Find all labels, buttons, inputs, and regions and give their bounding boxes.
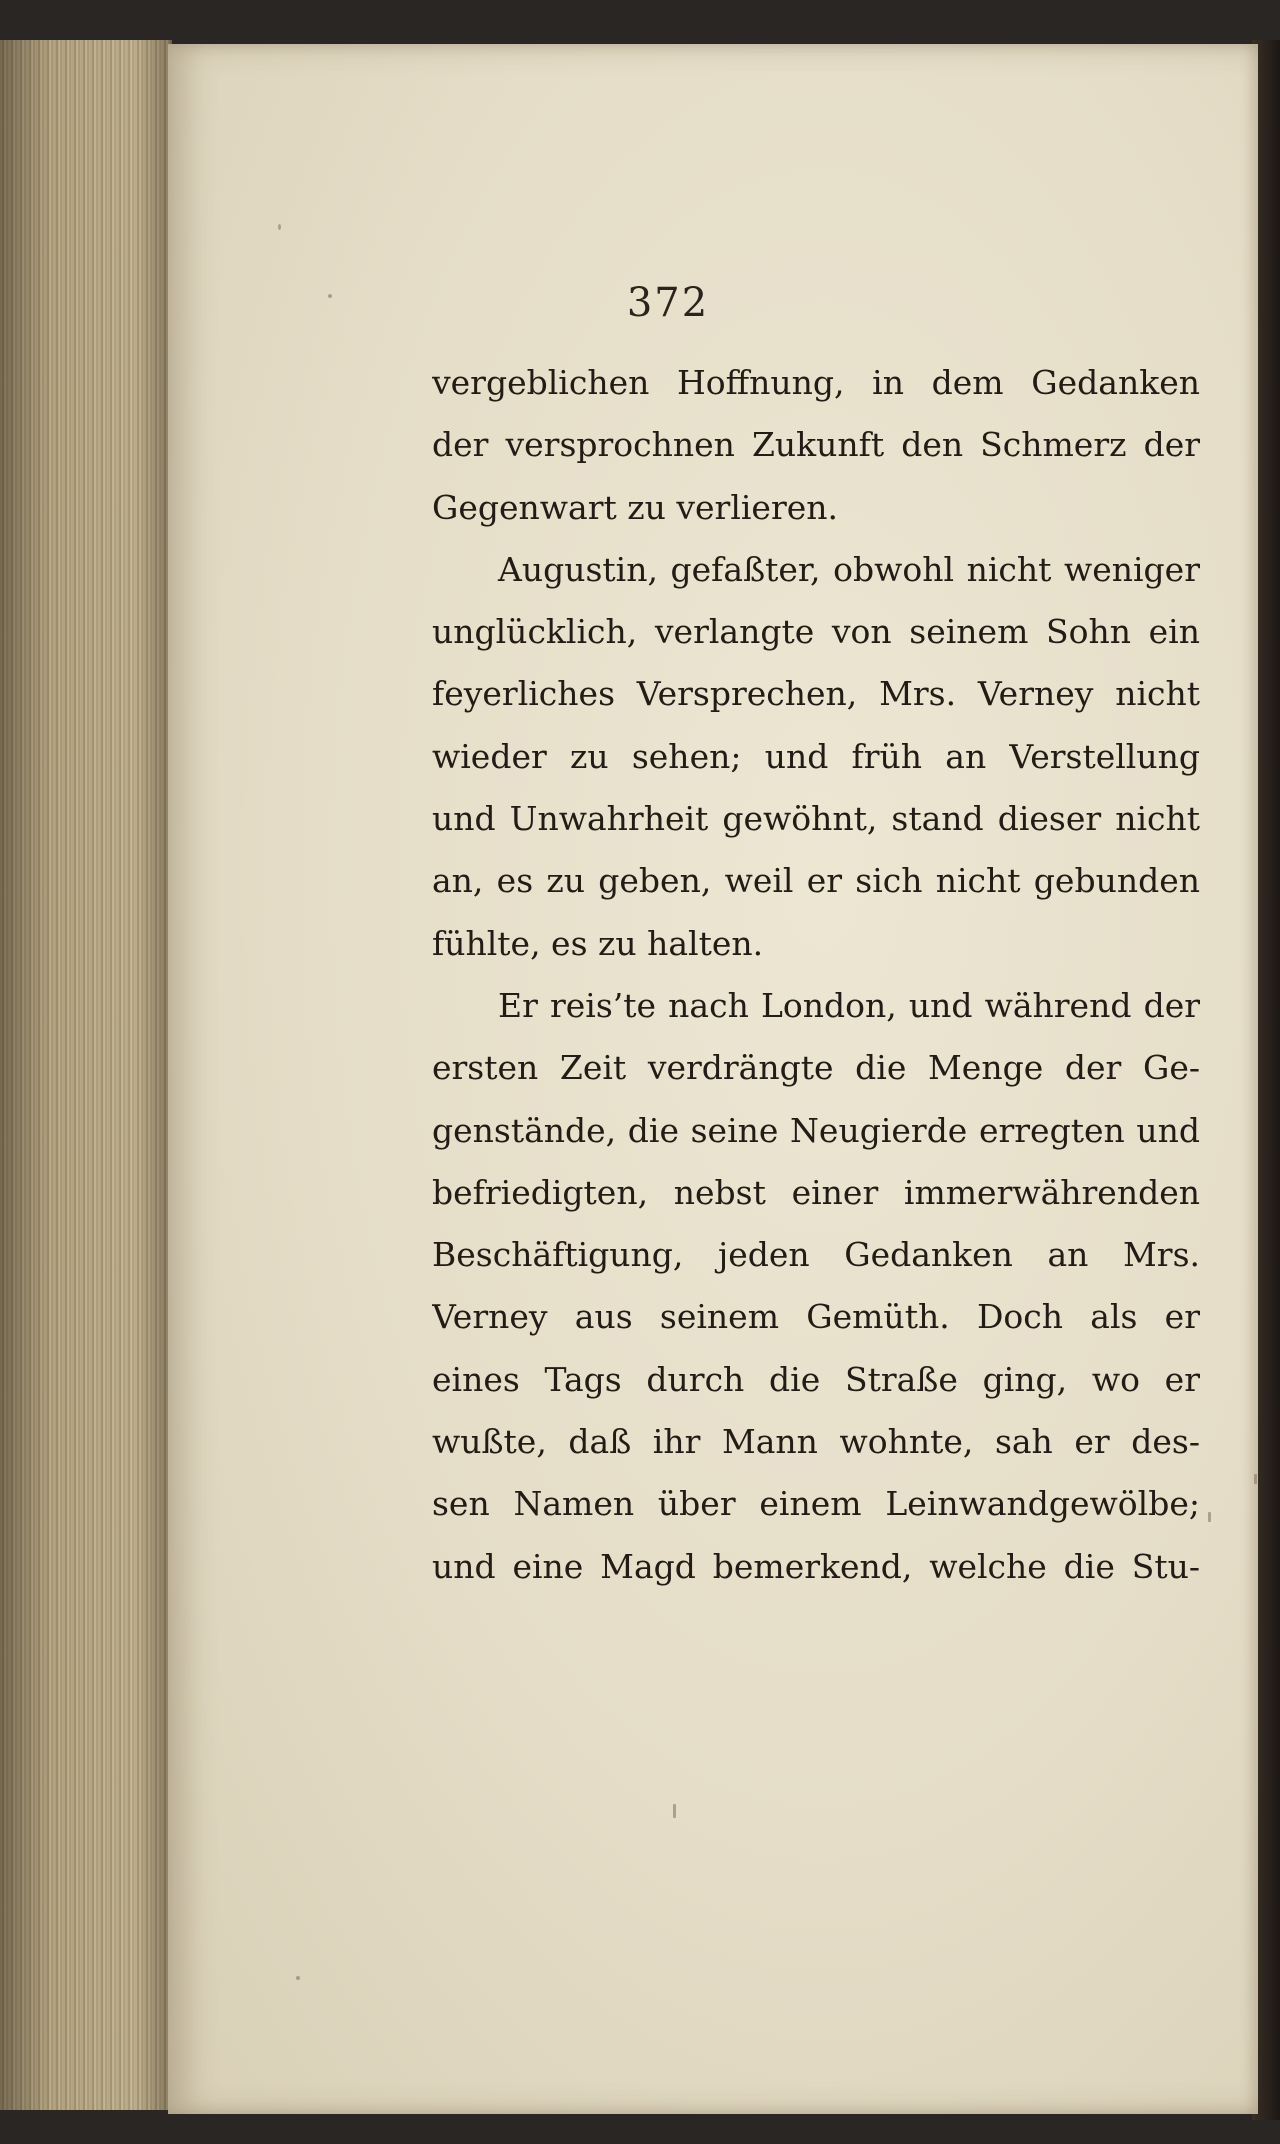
text-line: sen Namen über einem Leinwandgewölbe; xyxy=(432,1484,1200,1524)
text-line: befriedigten, nebst einer immerwährenden xyxy=(432,1172,1200,1212)
text-line: unglücklich, verlangte von seinem Sohn ein xyxy=(432,612,1200,652)
text-line: Er reis’te nach London, und während der xyxy=(498,985,1200,1025)
text-line: fühlte, es zu halten. xyxy=(432,923,764,963)
paper-speck xyxy=(296,1976,300,1980)
text-line: Beschäftigung, jeden Gedanken an Mrs. xyxy=(432,1235,1200,1275)
paper-speck xyxy=(278,224,281,230)
paper-speck xyxy=(673,1804,676,1818)
paper-speck xyxy=(1254,1474,1257,1484)
text-line: wußte, daß ihr Mann wohnte, sah er des- xyxy=(432,1422,1200,1462)
paper-speck xyxy=(328,294,332,298)
page-number: 372 xyxy=(626,280,710,326)
text-line: ersten Zeit verdrängte die Menge der Ge- xyxy=(432,1048,1200,1088)
text-line: Augustin, gefaßter, obwohl nicht weniger xyxy=(498,549,1200,589)
body-text xyxy=(432,352,1200,1598)
paper-speck xyxy=(1208,1512,1211,1522)
text-line: der versprochnen Zukunft den Schmerz der xyxy=(432,425,1200,465)
text-line: und eine Magd bemerkend, welche die Stu- xyxy=(432,1546,1200,1586)
text-line: feyerliches Versprechen, Mrs. Verney nicht xyxy=(432,674,1200,714)
text-line: Verney aus seinem Gemüth. Doch als er xyxy=(432,1297,1200,1337)
text-line: und Unwahrheit gewöhnt, stand dieser nicht xyxy=(432,799,1200,839)
text-line: wieder zu sehen; und früh an Verstellung xyxy=(432,736,1200,776)
text-line: vergeblichen Hoffnung, in dem Gedanken xyxy=(432,363,1200,402)
text-line: an, es zu geben, weil er sich nicht gebunden xyxy=(432,861,1200,901)
text-line: Gegenwart zu verlieren. xyxy=(432,487,839,527)
text-line: eines Tags durch die Straße ging, wo er xyxy=(432,1359,1200,1399)
text-line: genstände, die seine Neugierde erregten und xyxy=(432,1110,1200,1150)
page-block-shadow xyxy=(0,40,170,2110)
